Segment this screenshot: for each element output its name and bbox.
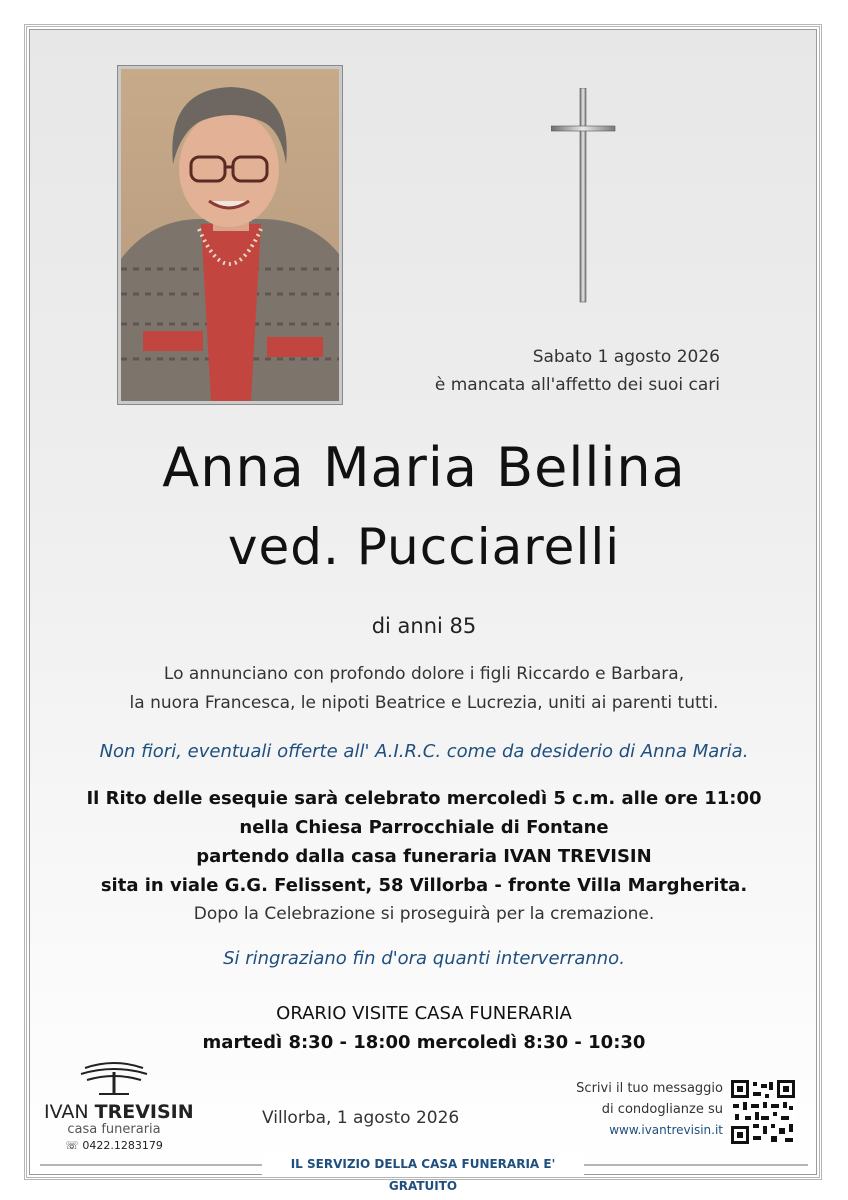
- funeral-line-1: Il Rito delle esequie sarà celebrato mercoledì 5 c.m. alle ore 11:00: [86, 788, 762, 809]
- death-phrase: è mancata all'affetto dei suoi cari: [434, 375, 720, 395]
- announcement-line-1: Lo annunciano con profondo dolore i figli Riccardo e Barbara,: [163, 664, 685, 684]
- footer-rule-left: [40, 1164, 262, 1166]
- funeral-line-2: nella Chiesa Parrocchiale di Fontane: [239, 817, 609, 838]
- funeral-line-3: partendo dalla casa funeraria IVAN TREVISIN: [196, 846, 652, 867]
- portrait-photo: [118, 66, 342, 404]
- condolences-url[interactable]: www.ivantrevisin.it: [609, 1123, 723, 1137]
- condolences-block: [560, 1078, 723, 1141]
- death-notice: [420, 343, 720, 399]
- logo-name-light: IVAN: [44, 1101, 89, 1123]
- cross-icon: [551, 88, 617, 304]
- donation-request: Non fiori, eventuali offerte all' A.I.R.C. come da desiderio di Anna Maria.: [99, 741, 749, 762]
- footer-rule-right: [584, 1164, 808, 1166]
- portrait-illustration: [121, 69, 339, 401]
- death-date: Sabato 1 agosto 2026: [532, 347, 720, 367]
- phone-icon: ☏: [65, 1139, 79, 1152]
- visits-hours: martedì 8:30 - 18:00 mercoledì 8:30 - 10:30: [202, 1032, 646, 1053]
- tree-icon: [79, 1058, 149, 1096]
- thanks-line: Si ringraziano fin d'ora quanti interverranno.: [223, 948, 625, 969]
- deceased-age: di anni 85: [371, 614, 477, 638]
- deceased-name: Anna Maria Bellina: [162, 436, 686, 499]
- place-date: Villorba, 1 agosto 2026: [262, 1108, 460, 1128]
- logo-subtitle: casa funeraria: [67, 1122, 161, 1137]
- announcement-line-2: la nuora Francesca, le nipoti Beatrice e Lucrezia, uniti ai parenti tutti.: [129, 693, 719, 713]
- visits-title: ORARIO VISITE CASA FUNERARIA: [276, 1003, 572, 1024]
- logo-name-bold: TREVISIN: [94, 1101, 194, 1123]
- qr-code[interactable]: [731, 1080, 795, 1144]
- condolences-line-1: Scrivi il tuo messaggio: [576, 1081, 723, 1096]
- condolences-line-2: di condoglianze su: [601, 1102, 723, 1117]
- logo-phone: 0422.1283179: [82, 1139, 163, 1152]
- deceased-married-name: ved. Pucciarelli: [227, 518, 621, 576]
- funeral-line-4: sita in viale G.G. Felissent, 58 Villorba - fronte Villa Margherita.: [100, 875, 748, 896]
- funeral-home-logo: [44, 1058, 194, 1158]
- footer-notice: IL SERVIZIO DELLA CASA FUNERARIA E' GRATUITO: [262, 1153, 584, 1175]
- funeral-after: Dopo la Celebrazione si proseguirà per la cremazione.: [193, 904, 655, 924]
